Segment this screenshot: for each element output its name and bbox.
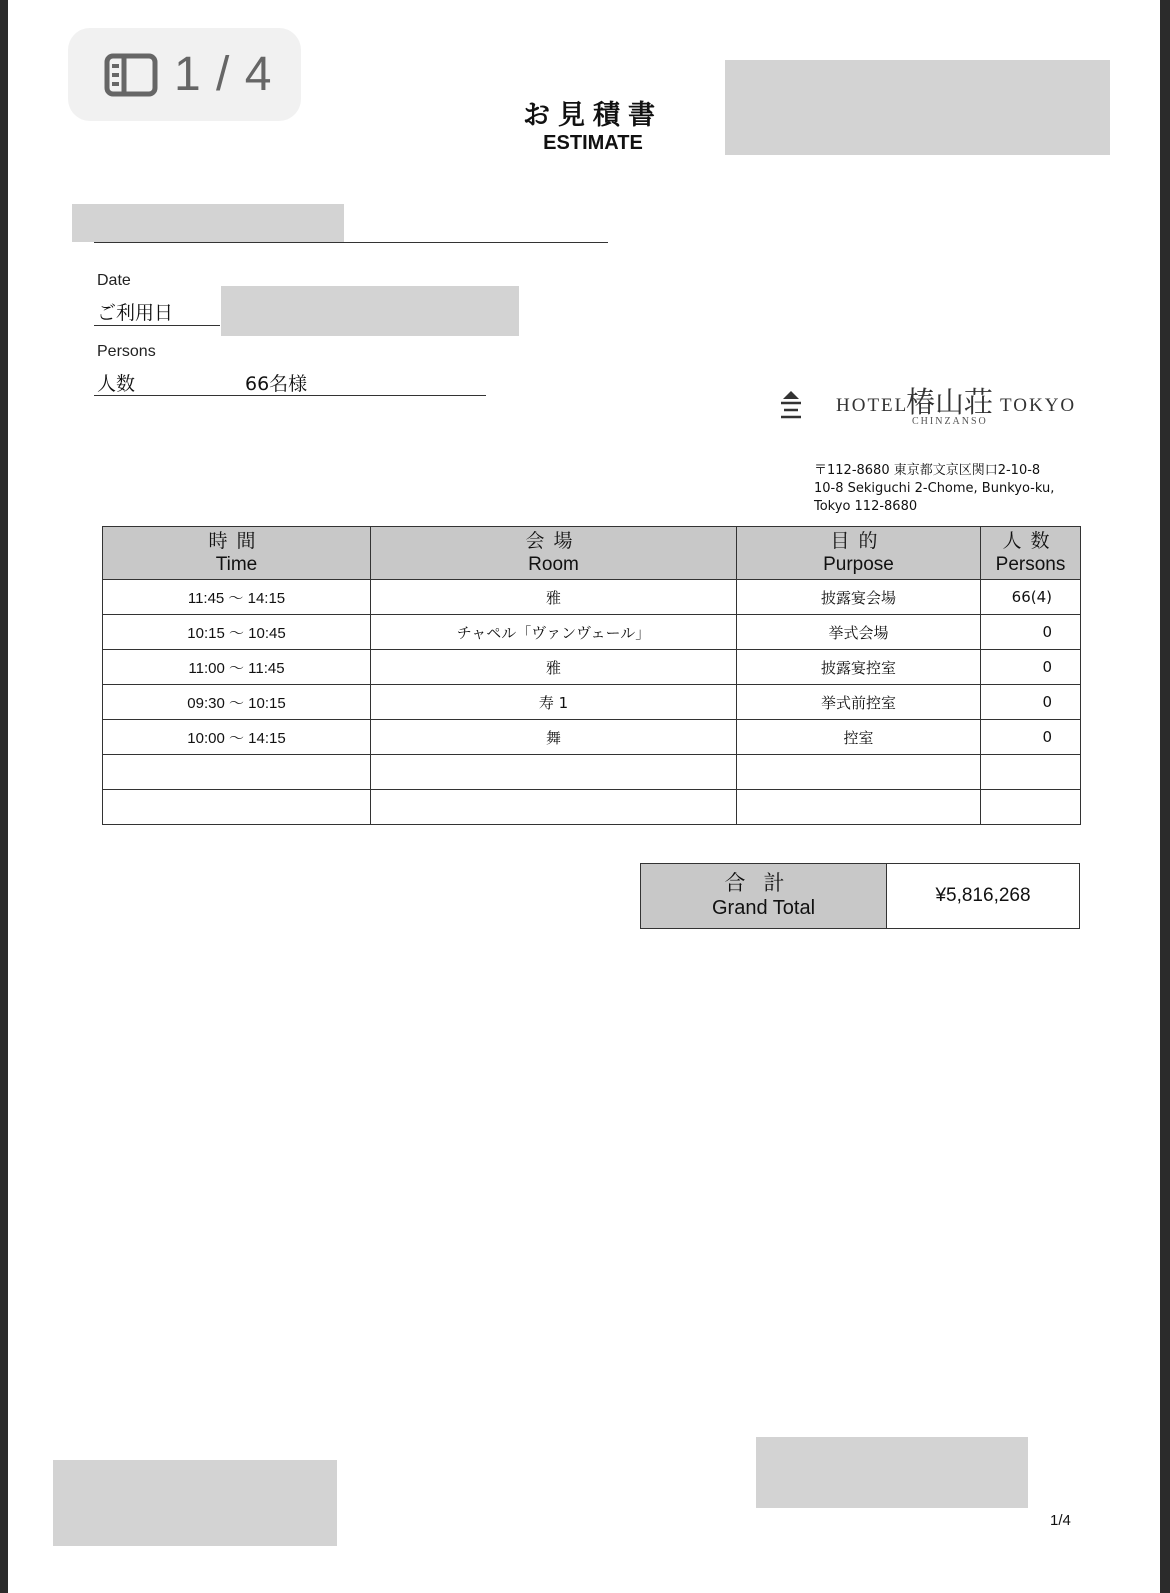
table-row-empty bbox=[103, 755, 1081, 790]
persons-label-en: Persons bbox=[97, 343, 156, 360]
logo-city: TOKYO bbox=[1000, 395, 1077, 416]
hotel-address bbox=[814, 462, 1054, 516]
header-en: Purpose bbox=[823, 554, 894, 575]
table-row bbox=[103, 685, 1081, 720]
table-row bbox=[103, 650, 1081, 685]
grand-total-row bbox=[641, 864, 1080, 929]
redacted-stamp bbox=[53, 1460, 337, 1546]
cell-empty bbox=[371, 790, 737, 825]
persons-value: 66名様 bbox=[245, 373, 308, 395]
logo-sub: CHINZANSO bbox=[912, 416, 988, 427]
title-en: ESTIMATE bbox=[543, 132, 643, 154]
header-en: Room bbox=[528, 554, 579, 575]
cell-room: 雅 bbox=[371, 580, 737, 615]
cell-time: 11:00 〜 11:45 bbox=[103, 650, 371, 685]
header-jp: 時間 bbox=[208, 530, 265, 552]
table-row-empty bbox=[103, 790, 1081, 825]
total-label-en: Grand Total bbox=[711, 897, 816, 919]
grand-total-table bbox=[640, 863, 1080, 929]
cell-persons: 0 bbox=[981, 615, 1081, 650]
cell-empty bbox=[737, 790, 981, 825]
date-label-jp: ご利用日 bbox=[97, 302, 174, 324]
header-jp: 会場 bbox=[525, 530, 582, 552]
recipient-underline bbox=[94, 242, 608, 243]
persons-underline bbox=[94, 395, 486, 396]
table-row bbox=[103, 720, 1081, 755]
redacted-recipient bbox=[72, 204, 344, 242]
logo-hotel: HOTEL bbox=[836, 395, 909, 416]
cell-room: 寿 1 bbox=[371, 685, 737, 720]
cell-purpose: 挙式前控室 bbox=[737, 685, 981, 720]
header-en: Time bbox=[215, 554, 258, 575]
grand-total-value: ¥5,816,268 bbox=[887, 864, 1080, 929]
cell-persons: 0 bbox=[981, 720, 1081, 755]
cell-empty bbox=[103, 790, 371, 825]
cell-empty bbox=[981, 755, 1081, 790]
grand-total-label bbox=[641, 864, 887, 929]
table-row bbox=[103, 615, 1081, 650]
col-header-persons bbox=[981, 527, 1081, 580]
address-line: 10-8 Sekiguchi 2-Chome, Bunkyo-ku, bbox=[814, 481, 1055, 496]
redacted-date bbox=[221, 286, 519, 336]
col-header-purpose bbox=[737, 527, 981, 580]
document-title bbox=[478, 100, 708, 154]
cell-purpose: 披露宴控室 bbox=[737, 650, 981, 685]
date-underline bbox=[94, 325, 220, 326]
document-page bbox=[8, 0, 1160, 1593]
camellia-mark-icon bbox=[778, 390, 804, 422]
header-jp: 人数 bbox=[1002, 530, 1059, 552]
total-label-jp: 合計 bbox=[724, 871, 803, 895]
cell-purpose: 挙式会場 bbox=[737, 615, 981, 650]
cell-room: 舞 bbox=[371, 720, 737, 755]
schedule-table bbox=[102, 526, 1081, 825]
cell-empty bbox=[981, 790, 1081, 825]
cell-empty bbox=[737, 755, 981, 790]
page-indicator[interactable] bbox=[68, 28, 301, 121]
page-thumbnails-icon[interactable] bbox=[104, 53, 158, 97]
date-label-en: Date bbox=[97, 272, 131, 289]
redacted-block bbox=[725, 60, 1110, 155]
table-row bbox=[103, 580, 1081, 615]
logo-name-jp: 椿山荘 bbox=[906, 385, 994, 419]
hotel-logo bbox=[778, 382, 1077, 432]
cell-persons: 66(4) bbox=[981, 580, 1081, 615]
cell-time: 09:30 〜 10:15 bbox=[103, 685, 371, 720]
header-en: Persons bbox=[995, 554, 1066, 575]
cell-time: 10:15 〜 10:45 bbox=[103, 615, 371, 650]
address-line: Tokyo 112-8680 bbox=[814, 499, 918, 514]
cell-room: 雅 bbox=[371, 650, 737, 685]
redacted-block bbox=[756, 1437, 1028, 1508]
cell-empty bbox=[103, 755, 371, 790]
col-header-time bbox=[103, 527, 371, 580]
cell-purpose: 披露宴会場 bbox=[737, 580, 981, 615]
footer-page-number: 1/4 bbox=[1050, 1512, 1071, 1529]
col-header-room bbox=[371, 527, 737, 580]
table-header-row bbox=[103, 527, 1081, 580]
title-jp: お見積書 bbox=[523, 100, 663, 131]
cell-room: チャペル「ヴァンヴェール」 bbox=[371, 615, 737, 650]
cell-empty bbox=[371, 755, 737, 790]
cell-persons: 0 bbox=[981, 650, 1081, 685]
cell-purpose: 控室 bbox=[737, 720, 981, 755]
persons-label-jp: 人数 bbox=[97, 373, 136, 395]
address-line: 〒112-8680 東京都文京区関口2-10-8 bbox=[814, 463, 1041, 478]
page-indicator-text: 1 / 4 bbox=[174, 48, 273, 101]
cell-persons: 0 bbox=[981, 685, 1081, 720]
cell-time: 10:00 〜 14:15 bbox=[103, 720, 371, 755]
header-jp: 目的 bbox=[830, 530, 887, 552]
cell-time: 11:45 〜 14:15 bbox=[103, 580, 371, 615]
